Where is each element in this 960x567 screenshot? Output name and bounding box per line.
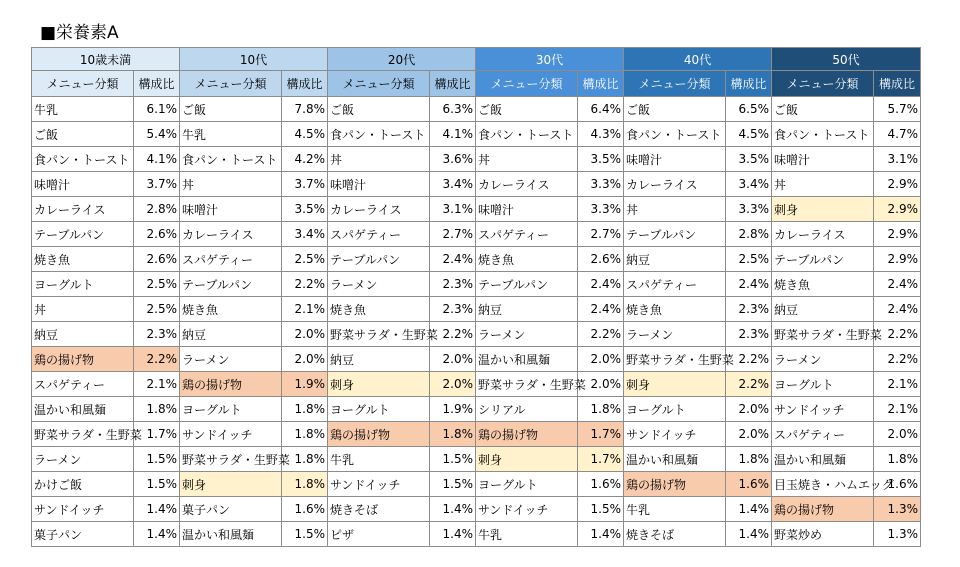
page-title: ■栄養素A	[40, 23, 119, 43]
menu-category-cell: 納豆	[476, 297, 578, 322]
table-row	[32, 472, 921, 497]
menu-category-cell: 味噌汁	[32, 172, 134, 197]
menu-category-cell: ヨーグルト	[772, 372, 874, 397]
ratio-cell: 4.5%	[282, 122, 328, 147]
ratio-cell: 1.4%	[430, 497, 476, 522]
menu-category-cell: 味噌汁	[180, 197, 282, 222]
menu-category-cell: ヨーグルト	[476, 472, 578, 497]
menu-category-cell: 牛乳	[476, 522, 578, 547]
ratio-cell: 2.4%	[726, 272, 772, 297]
menu-category-cell: ご飯	[180, 97, 282, 122]
age-group-header: 20代	[328, 48, 476, 71]
menu-category-cell: スパゲティー	[476, 222, 578, 247]
menu-category-cell: 鶏の揚げ物	[772, 497, 874, 522]
menu-category-cell: 食パン・トースト	[180, 147, 282, 172]
ratio-header: 構成比	[430, 71, 476, 97]
menu-category-header: メニュー分類	[624, 71, 726, 97]
ratio-cell: 1.4%	[134, 497, 180, 522]
menu-category-cell: 温かい和風麺	[476, 347, 578, 372]
ratio-cell: 2.2%	[874, 322, 921, 347]
ratio-cell: 2.1%	[282, 297, 328, 322]
menu-category-cell: 刺身	[772, 197, 874, 222]
ratio-cell: 1.8%	[282, 397, 328, 422]
ratio-cell: 6.4%	[578, 97, 624, 122]
menu-category-cell: テーブルパン	[772, 247, 874, 272]
menu-category-cell: ピザ	[328, 522, 430, 547]
menu-category-cell: 刺身	[180, 472, 282, 497]
ratio-cell: 1.5%	[134, 447, 180, 472]
menu-category-cell: 温かい和風麺	[32, 397, 134, 422]
menu-category-cell: ご飯	[624, 97, 726, 122]
ratio-cell: 2.4%	[874, 272, 921, 297]
ratio-cell: 3.5%	[578, 147, 624, 172]
menu-category-cell: カレーライス	[180, 222, 282, 247]
menu-category-cell: 野菜サラダ・生野菜	[328, 322, 430, 347]
menu-category-cell: シリアル	[476, 397, 578, 422]
ratio-cell: 2.9%	[874, 247, 921, 272]
ratio-cell: 2.6%	[134, 247, 180, 272]
ratio-cell: 2.9%	[874, 197, 921, 222]
ratio-cell: 1.5%	[282, 522, 328, 547]
ratio-cell: 1.9%	[282, 372, 328, 397]
menu-category-cell: 味噌汁	[624, 147, 726, 172]
ratio-cell: 4.1%	[134, 147, 180, 172]
ratio-cell: 7.8%	[282, 97, 328, 122]
ratio-cell: 2.0%	[578, 372, 624, 397]
table-row	[32, 347, 921, 372]
column-header-row	[32, 71, 921, 97]
menu-category-cell: 味噌汁	[328, 172, 430, 197]
menu-category-cell: 食パン・トースト	[328, 122, 430, 147]
ratio-header: 構成比	[578, 71, 624, 97]
nutrient-table	[31, 47, 921, 547]
ratio-cell: 3.4%	[726, 172, 772, 197]
table-body	[32, 97, 921, 547]
menu-category-cell: スパゲティー	[32, 372, 134, 397]
menu-category-cell: 刺身	[476, 447, 578, 472]
menu-category-cell: 野菜サラダ・生野菜	[772, 322, 874, 347]
age-group-header: 10代	[180, 48, 328, 71]
ratio-header: 構成比	[134, 71, 180, 97]
ratio-cell: 1.5%	[134, 472, 180, 497]
ratio-cell: 2.0%	[430, 347, 476, 372]
ratio-cell: 1.4%	[726, 497, 772, 522]
menu-category-cell: 丼	[180, 172, 282, 197]
menu-category-cell: 野菜サラダ・生野菜	[180, 447, 282, 472]
menu-category-cell: スパゲティー	[624, 272, 726, 297]
menu-category-cell: ラーメン	[32, 447, 134, 472]
table-row	[32, 447, 921, 472]
ratio-cell: 2.0%	[282, 347, 328, 372]
menu-category-cell: 丼	[328, 147, 430, 172]
menu-category-cell: スパゲティー	[772, 422, 874, 447]
menu-category-cell: 鶏の揚げ物	[476, 422, 578, 447]
ratio-cell: 2.6%	[578, 247, 624, 272]
menu-category-cell: 牛乳	[328, 447, 430, 472]
ratio-cell: 2.2%	[874, 347, 921, 372]
ratio-cell: 1.4%	[134, 522, 180, 547]
menu-category-cell: スパゲティー	[180, 247, 282, 272]
ratio-cell: 5.7%	[874, 97, 921, 122]
ratio-cell: 2.4%	[874, 297, 921, 322]
menu-category-cell: テーブルパン	[32, 222, 134, 247]
ratio-cell: 3.7%	[134, 172, 180, 197]
table-row	[32, 297, 921, 322]
ratio-cell: 2.4%	[430, 247, 476, 272]
menu-category-cell: 焼きそば	[328, 497, 430, 522]
ratio-cell: 2.5%	[282, 247, 328, 272]
ratio-cell: 3.5%	[726, 147, 772, 172]
ratio-cell: 1.8%	[578, 397, 624, 422]
ratio-cell: 4.7%	[874, 122, 921, 147]
menu-category-cell: 味噌汁	[476, 197, 578, 222]
menu-category-cell: ヨーグルト	[328, 397, 430, 422]
menu-category-cell: 納豆	[32, 322, 134, 347]
menu-category-cell: テーブルパン	[328, 247, 430, 272]
ratio-cell: 2.3%	[726, 322, 772, 347]
menu-category-cell: ご飯	[476, 97, 578, 122]
ratio-cell: 3.3%	[726, 197, 772, 222]
menu-category-cell: テーブルパン	[476, 272, 578, 297]
menu-category-cell: ラーメン	[180, 347, 282, 372]
menu-category-cell: ラーメン	[624, 322, 726, 347]
ratio-cell: 2.7%	[430, 222, 476, 247]
ratio-cell: 2.3%	[726, 297, 772, 322]
menu-category-cell: 食パン・トースト	[624, 122, 726, 147]
ratio-cell: 2.0%	[578, 347, 624, 372]
ratio-cell: 1.9%	[430, 397, 476, 422]
menu-category-cell: 納豆	[624, 247, 726, 272]
table-row	[32, 172, 921, 197]
menu-category-cell: 納豆	[772, 297, 874, 322]
ratio-cell: 1.7%	[134, 422, 180, 447]
ratio-cell: 2.3%	[430, 297, 476, 322]
menu-category-header: メニュー分類	[772, 71, 874, 97]
menu-category-cell: カレーライス	[328, 197, 430, 222]
ratio-cell: 2.8%	[726, 222, 772, 247]
menu-category-cell: 丼	[32, 297, 134, 322]
ratio-cell: 2.3%	[134, 322, 180, 347]
age-group-header-row	[32, 48, 921, 71]
ratio-cell: 1.4%	[726, 522, 772, 547]
menu-category-cell: サンドイッチ	[180, 422, 282, 447]
ratio-cell: 1.7%	[578, 447, 624, 472]
menu-category-cell: 焼き魚	[328, 297, 430, 322]
menu-category-cell: カレーライス	[32, 197, 134, 222]
ratio-cell: 1.8%	[874, 447, 921, 472]
menu-category-cell: 丼	[624, 197, 726, 222]
table-row	[32, 197, 921, 222]
table-row	[32, 272, 921, 297]
table-row	[32, 147, 921, 172]
menu-category-cell: 菓子パン	[180, 497, 282, 522]
menu-category-header: メニュー分類	[328, 71, 430, 97]
menu-category-cell: 焼き魚	[624, 297, 726, 322]
ratio-cell: 2.2%	[430, 322, 476, 347]
menu-category-cell: サンドイッチ	[624, 422, 726, 447]
ratio-cell: 1.8%	[282, 447, 328, 472]
menu-category-cell: ご飯	[772, 97, 874, 122]
ratio-header: 構成比	[874, 71, 921, 97]
menu-category-cell: 野菜炒め	[772, 522, 874, 547]
ratio-cell: 2.5%	[134, 272, 180, 297]
ratio-cell: 5.4%	[134, 122, 180, 147]
table-row	[32, 372, 921, 397]
menu-category-cell: ご飯	[328, 97, 430, 122]
ratio-cell: 1.6%	[578, 472, 624, 497]
menu-category-header: メニュー分類	[180, 71, 282, 97]
menu-category-cell: 丼	[476, 147, 578, 172]
ratio-header: 構成比	[282, 71, 328, 97]
ratio-cell: 2.2%	[726, 347, 772, 372]
age-group-header: 40代	[624, 48, 772, 71]
menu-category-cell: 菓子パン	[32, 522, 134, 547]
ratio-cell: 2.0%	[874, 422, 921, 447]
table-row	[32, 497, 921, 522]
ratio-cell: 2.6%	[134, 222, 180, 247]
ratio-cell: 6.5%	[726, 97, 772, 122]
menu-category-cell: カレーライス	[624, 172, 726, 197]
menu-category-cell: ラーメン	[772, 347, 874, 372]
menu-category-cell: サンドイッチ	[32, 497, 134, 522]
ratio-cell: 1.5%	[430, 472, 476, 497]
menu-category-cell: ご飯	[32, 122, 134, 147]
menu-category-cell: 食パン・トースト	[476, 122, 578, 147]
menu-category-cell: カレーライス	[772, 222, 874, 247]
menu-category-cell: スパゲティー	[328, 222, 430, 247]
menu-category-cell: 野菜サラダ・生野菜	[624, 347, 726, 372]
menu-category-cell: 納豆	[328, 347, 430, 372]
ratio-cell: 2.1%	[874, 372, 921, 397]
ratio-cell: 3.7%	[282, 172, 328, 197]
menu-category-cell: 温かい和風麺	[624, 447, 726, 472]
menu-category-cell: 牛乳	[624, 497, 726, 522]
menu-category-cell: 刺身	[624, 372, 726, 397]
menu-category-cell: サンドイッチ	[772, 397, 874, 422]
ratio-cell: 2.4%	[578, 297, 624, 322]
menu-category-cell: カレーライス	[476, 172, 578, 197]
ratio-cell: 2.2%	[134, 347, 180, 372]
ratio-cell: 1.5%	[578, 497, 624, 522]
ratio-cell: 4.2%	[282, 147, 328, 172]
ratio-cell: 2.0%	[726, 397, 772, 422]
table-row	[32, 122, 921, 147]
ratio-cell: 2.4%	[578, 272, 624, 297]
menu-category-cell: ヨーグルト	[624, 397, 726, 422]
ratio-cell: 2.1%	[874, 397, 921, 422]
ratio-cell: 3.4%	[282, 222, 328, 247]
menu-category-cell: 野菜サラダ・生野菜	[32, 422, 134, 447]
ratio-cell: 1.6%	[874, 472, 921, 497]
age-group-header: 50代	[772, 48, 921, 71]
menu-category-cell: 食パン・トースト	[32, 147, 134, 172]
menu-category-cell: 目玉焼き・ハムエッグ	[772, 472, 874, 497]
menu-category-cell: サンドイッチ	[328, 472, 430, 497]
ratio-cell: 1.7%	[578, 422, 624, 447]
ratio-cell: 1.3%	[874, 497, 921, 522]
menu-category-cell: 納豆	[180, 322, 282, 347]
ratio-cell: 2.1%	[134, 372, 180, 397]
ratio-cell: 3.3%	[578, 172, 624, 197]
menu-category-cell: ヨーグルト	[32, 272, 134, 297]
ratio-cell: 1.8%	[430, 422, 476, 447]
ratio-cell: 6.1%	[134, 97, 180, 122]
ratio-cell: 4.3%	[578, 122, 624, 147]
ratio-cell: 3.1%	[874, 147, 921, 172]
table-row	[32, 522, 921, 547]
table-row	[32, 322, 921, 347]
menu-category-cell: 丼	[772, 172, 874, 197]
ratio-cell: 1.4%	[430, 522, 476, 547]
menu-category-header: メニュー分類	[32, 71, 134, 97]
ratio-cell: 1.4%	[578, 522, 624, 547]
menu-category-cell: 牛乳	[32, 97, 134, 122]
menu-category-cell: 温かい和風麺	[180, 522, 282, 547]
ratio-cell: 4.5%	[726, 122, 772, 147]
menu-category-cell: 食パン・トースト	[772, 122, 874, 147]
ratio-cell: 2.0%	[430, 372, 476, 397]
menu-category-cell: ヨーグルト	[180, 397, 282, 422]
ratio-cell: 3.3%	[578, 197, 624, 222]
menu-category-header: メニュー分類	[476, 71, 578, 97]
ratio-cell: 2.0%	[726, 422, 772, 447]
ratio-cell: 4.1%	[430, 122, 476, 147]
menu-category-cell: 牛乳	[180, 122, 282, 147]
menu-category-cell: 温かい和風麺	[772, 447, 874, 472]
ratio-cell: 2.5%	[726, 247, 772, 272]
ratio-cell: 3.5%	[282, 197, 328, 222]
table-row	[32, 247, 921, 272]
menu-category-cell: サンドイッチ	[476, 497, 578, 522]
menu-category-cell: テーブルパン	[624, 222, 726, 247]
menu-category-cell: かけご飯	[32, 472, 134, 497]
ratio-cell: 2.2%	[578, 322, 624, 347]
menu-category-cell: 焼き魚	[476, 247, 578, 272]
menu-category-cell: テーブルパン	[180, 272, 282, 297]
ratio-cell: 3.1%	[430, 197, 476, 222]
ratio-cell: 1.3%	[874, 522, 921, 547]
ratio-cell: 2.9%	[874, 222, 921, 247]
menu-category-cell: 野菜サラダ・生野菜	[476, 372, 578, 397]
table-row	[32, 397, 921, 422]
ratio-header: 構成比	[726, 71, 772, 97]
ratio-cell: 1.8%	[282, 472, 328, 497]
menu-category-cell: 鶏の揚げ物	[32, 347, 134, 372]
menu-category-cell: 鶏の揚げ物	[328, 422, 430, 447]
ratio-cell: 2.7%	[578, 222, 624, 247]
ratio-cell: 2.8%	[134, 197, 180, 222]
ratio-cell: 3.6%	[430, 147, 476, 172]
menu-category-cell: 鶏の揚げ物	[624, 472, 726, 497]
menu-category-cell: ラーメン	[328, 272, 430, 297]
ratio-cell: 2.2%	[726, 372, 772, 397]
ratio-cell: 1.8%	[282, 422, 328, 447]
ratio-cell: 1.6%	[282, 497, 328, 522]
ratio-cell: 1.6%	[726, 472, 772, 497]
ratio-cell: 2.5%	[134, 297, 180, 322]
menu-category-cell: 刺身	[328, 372, 430, 397]
age-group-header: 30代	[476, 48, 624, 71]
ratio-cell: 1.5%	[430, 447, 476, 472]
ratio-cell: 2.9%	[874, 172, 921, 197]
ratio-cell: 2.3%	[430, 272, 476, 297]
menu-category-cell: 鶏の揚げ物	[180, 372, 282, 397]
menu-category-cell: 味噌汁	[772, 147, 874, 172]
table-row	[32, 97, 921, 122]
menu-category-cell: 焼き魚	[772, 272, 874, 297]
table-row	[32, 222, 921, 247]
menu-category-cell: ラーメン	[476, 322, 578, 347]
menu-category-cell: 焼き魚	[180, 297, 282, 322]
ratio-cell: 1.8%	[134, 397, 180, 422]
menu-category-cell: 焼きそば	[624, 522, 726, 547]
ratio-cell: 1.8%	[726, 447, 772, 472]
ratio-cell: 3.4%	[430, 172, 476, 197]
age-group-header: 10歳未満	[32, 48, 180, 71]
ratio-cell: 2.0%	[282, 322, 328, 347]
table-row	[32, 422, 921, 447]
ratio-cell: 2.2%	[282, 272, 328, 297]
menu-category-cell: 焼き魚	[32, 247, 134, 272]
ratio-cell: 6.3%	[430, 97, 476, 122]
